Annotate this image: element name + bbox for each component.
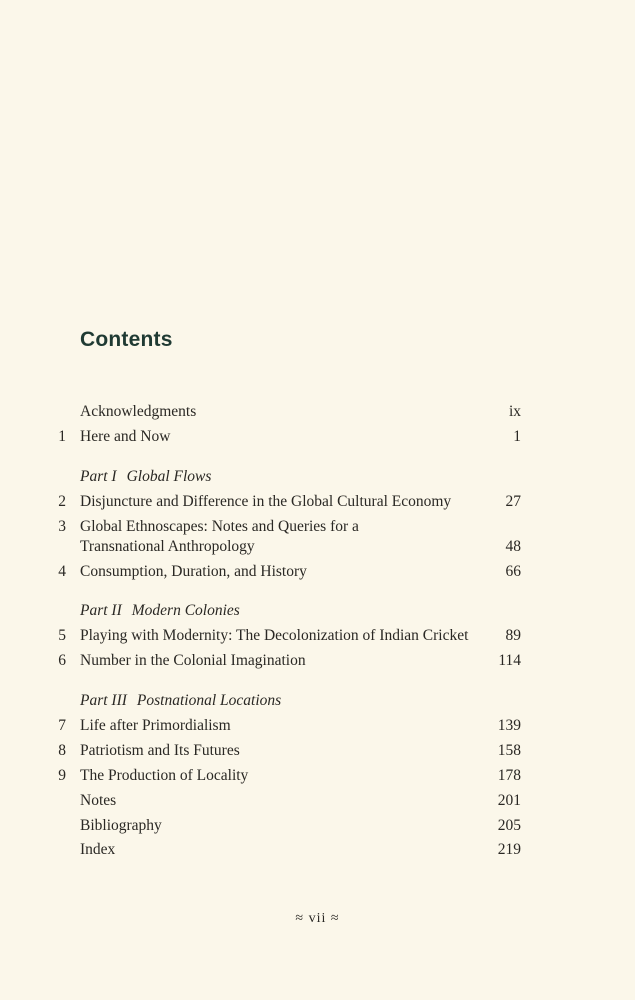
part-label: Part III <box>80 692 127 709</box>
page-number: 219 <box>497 841 521 858</box>
toc-entry-index <box>0 839 635 861</box>
chapter-number: 5 <box>58 627 66 644</box>
entry-title: Playing with Modernity: The Decolonization of Indian Cricket <box>80 627 469 644</box>
page-number: 205 <box>497 817 521 834</box>
chapter-number: 1 <box>58 428 66 445</box>
toc-entry <box>0 740 635 762</box>
chapter-number: 8 <box>58 742 66 759</box>
page-number: ix <box>508 403 521 420</box>
chapter-number: 2 <box>58 493 66 510</box>
chapter-number: 7 <box>58 717 66 734</box>
entry-title: Life after Primordialism <box>80 717 231 734</box>
toc-entry-acknowledgments <box>0 401 635 423</box>
entry-title: The Production of Locality <box>80 767 249 784</box>
chapter-number: 4 <box>58 563 66 580</box>
toc-entry <box>0 561 635 583</box>
page-folio: ≈ vii ≈ <box>295 911 340 926</box>
toc-entry-continuation <box>0 536 635 558</box>
toc-entry <box>0 715 635 737</box>
page-number: 201 <box>497 792 521 809</box>
page-number: 114 <box>498 652 521 669</box>
toc-entry <box>0 491 635 513</box>
part-name: Global Flows <box>126 468 212 485</box>
page-number: 178 <box>497 767 521 784</box>
toc-entry <box>0 650 635 672</box>
entry-title: Disjuncture and Difference in the Global Cultural Economy <box>80 493 452 510</box>
entry-title: Index <box>80 841 116 858</box>
toc-entry <box>0 765 635 787</box>
entry-title: Number in the Colonial Imagination <box>80 652 306 669</box>
part-label: Part I <box>80 468 117 485</box>
chapter-number: 3 <box>58 518 66 535</box>
page-number: 1 <box>513 428 521 445</box>
entry-title: Notes <box>80 792 117 809</box>
entry-title: Consumption, Duration, and History <box>80 563 307 580</box>
page-number: 27 <box>505 493 521 510</box>
toc-entry <box>0 516 635 538</box>
entry-title-line2: Transnational Anthropology <box>80 538 255 555</box>
chapter-number: 6 <box>58 652 66 669</box>
toc-entry-bibliography <box>0 815 635 837</box>
part-name: Modern Colonies <box>131 602 240 619</box>
page-number: 66 <box>505 563 521 580</box>
part-name: Postnational Locations <box>136 692 282 709</box>
entry-title: Bibliography <box>80 817 162 834</box>
part-heading-2 <box>80 600 240 622</box>
part-heading-1 <box>80 466 211 488</box>
entry-title: Acknowledgments <box>80 403 197 420</box>
chapter-number: 9 <box>58 767 66 784</box>
toc-entry-notes <box>0 790 635 812</box>
entry-title: Here and Now <box>80 428 171 445</box>
page-number: 89 <box>505 627 521 644</box>
toc-entry <box>0 625 635 647</box>
page-number: 139 <box>497 717 521 734</box>
part-heading-3 <box>80 690 281 712</box>
part-label: Part II <box>80 602 122 619</box>
page-title: Contents <box>80 328 173 351</box>
entry-title: Global Ethnoscapes: Notes and Queries for a <box>80 518 359 535</box>
page-number: 48 <box>505 538 521 555</box>
entry-title: Patriotism and Its Futures <box>80 742 240 759</box>
page-number: 158 <box>497 742 521 759</box>
toc-entry-here-and-now <box>0 426 635 448</box>
